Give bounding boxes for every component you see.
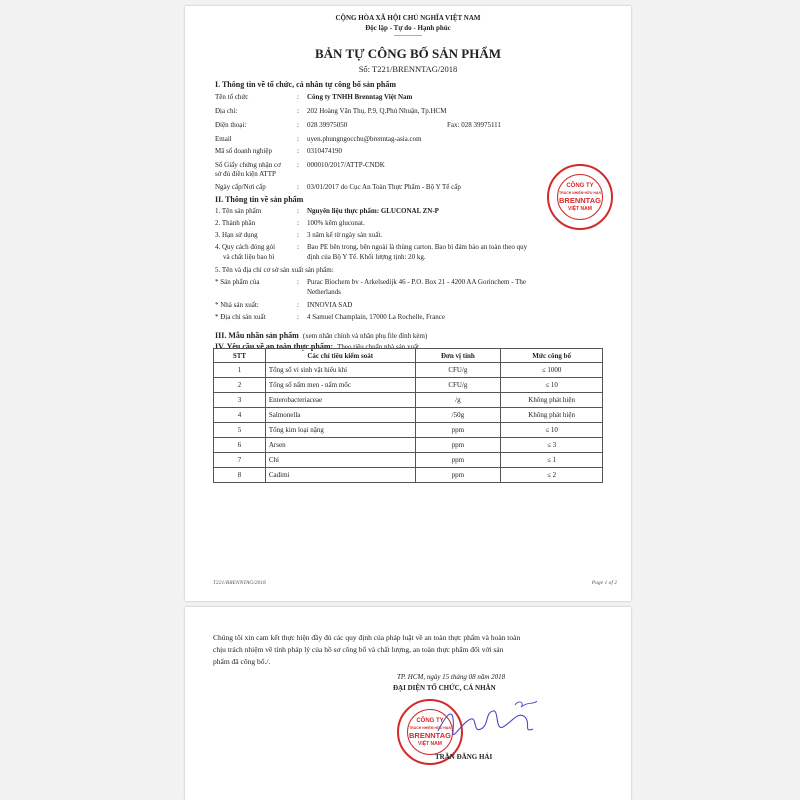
- handwritten-signature: [433, 691, 543, 751]
- stamp-brand: BRENNTAG: [409, 731, 451, 740]
- field-label: Email: [215, 135, 232, 143]
- cell-criteria: Tổng số vi sinh vật hiếu khí: [265, 363, 415, 378]
- cell-criteria: Cadimi: [265, 468, 415, 483]
- divider: --------------: [394, 33, 422, 39]
- company-stamp: [547, 164, 613, 230]
- shelf-life: 3 năm kể từ ngày sản xuất.: [307, 231, 383, 239]
- certificate-number: 000010/2017/ATTP-CNDK: [307, 161, 385, 169]
- cell-unit: ppm: [415, 423, 501, 438]
- document-number: Số: T221/BRENNTAG/2018: [358, 64, 458, 74]
- cell-level: Không phát hiện: [501, 393, 603, 408]
- manufacturer-source-line2: Netherlands: [307, 288, 341, 296]
- cell-unit: ppm: [415, 438, 501, 453]
- section2-heading: II. Thông tin về sản phẩm: [215, 195, 304, 204]
- nation-header: CỘNG HÒA XÃ HỘI CHỦ NGHĨA VIỆT NAM: [335, 14, 481, 22]
- field-label: Số Giấy chứng nhận cơ: [215, 161, 281, 169]
- production-address: 4 Samuel Champlain, 17000 La Rochelle, France: [307, 313, 446, 321]
- cell-unit: CFU/g: [415, 378, 501, 393]
- cell-unit: CFU/g: [415, 363, 501, 378]
- cell-criteria: Chì: [265, 453, 415, 468]
- fax: Fax: 028 39975111: [447, 121, 501, 129]
- table-row: [214, 423, 603, 438]
- item-label-line2: và chất liệu bao bì: [223, 253, 275, 261]
- cell-criteria: Tổng số nấm men - nấm mốc: [265, 378, 415, 393]
- email: uyen.phungngocchu@brenntag-asia.com: [307, 135, 422, 143]
- field-label: Mã số doanh nghiệp: [215, 147, 272, 155]
- stamp-type: TRÁCH NHIỆM HỮU HẠN: [559, 191, 601, 195]
- document-page-1: [185, 6, 631, 601]
- colon: :: [297, 161, 299, 169]
- item-label: 2. Thành phần: [215, 219, 256, 227]
- colon: :: [297, 207, 299, 215]
- table-row: [214, 453, 603, 468]
- table-row: [214, 468, 603, 483]
- cell-level: ≤ 2: [501, 468, 603, 483]
- cell-level: ≤ 1000: [501, 363, 603, 378]
- field-label: Tên tổ chức: [215, 93, 249, 101]
- field-label: Địa chỉ:: [215, 107, 238, 115]
- stamp-company: CÔNG TY: [566, 183, 594, 189]
- colon: :: [297, 219, 299, 227]
- commitment-line1: Chúng tôi xin cam kết thực hiện đầy đủ các quy định của pháp luật về an toàn thực phẩm và hoàn toàn: [213, 633, 521, 642]
- field-label: Ngày cấp/Nơi cấp: [215, 183, 266, 191]
- colon: :: [297, 93, 299, 101]
- header-criteria: Các chỉ tiêu kiểm soát: [265, 349, 415, 363]
- origin-label: * Nhà sản xuất:: [215, 301, 259, 309]
- cell-stt: 5: [214, 423, 266, 438]
- header-stt: STT: [214, 349, 266, 363]
- colon: :: [297, 313, 299, 321]
- cell-level: ≤ 10: [501, 378, 603, 393]
- item-label: 1. Tên sản phẩm: [215, 207, 262, 215]
- origin-label: * Địa chỉ sản xuất: [215, 313, 266, 321]
- footer-ref: T221/BRENNTAG/2018: [213, 580, 266, 586]
- signer-name: TRẦN ĐĂNG HẢI: [435, 753, 493, 761]
- section3-heading: III. Mẫu nhãn sản phẩm: [215, 331, 299, 340]
- cell-stt: 4: [214, 408, 266, 423]
- cell-level: ≤ 1: [501, 453, 603, 468]
- origin-heading: 5. Tên và địa chỉ cơ sở sản xuất sản phẩm:: [215, 266, 334, 274]
- colon: :: [297, 231, 299, 239]
- document-page-2: [185, 607, 631, 800]
- representative-title: ĐẠI DIỆN TỔ CHỨC, CÁ NHÂN: [393, 684, 496, 692]
- colon: :: [297, 243, 299, 251]
- stamp-brand: BRENNTAG: [559, 196, 601, 205]
- table-row: [214, 438, 603, 453]
- cell-stt: 1: [214, 363, 266, 378]
- colon: :: [297, 301, 299, 309]
- cell-unit: ppm: [415, 468, 501, 483]
- cell-unit: /50g: [415, 408, 501, 423]
- table-header-row: [214, 349, 603, 363]
- field-label: Điện thoại:: [215, 121, 247, 129]
- section1-heading: I. Thông tin về tổ chức, cá nhân tự công bố sản phẩm: [215, 80, 397, 89]
- document-title: BẢN TỰ CÔNG BỐ SẢN PHẨM: [315, 46, 501, 61]
- company-name: Công ty TNHH Brenntag Việt Nam: [307, 93, 413, 101]
- colon: :: [297, 183, 299, 191]
- cell-level: Không phát hiện: [501, 408, 603, 423]
- address: 202 Hoàng Văn Thụ, P.9, Q.Phú Nhuận, Tp.HCM: [307, 107, 447, 115]
- section4-heading: IV. Yêu cầu về an toàn thực phẩm:: [215, 342, 334, 351]
- cell-level: ≤ 10: [501, 423, 603, 438]
- cell-unit: ppm: [415, 453, 501, 468]
- manufacturer-source: Purac Biochem bv - Arkelsedijk 46 - P.O. Box 21 - 4200 AA Gorinchem - The: [307, 278, 526, 286]
- header-unit: Đơn vị tính: [415, 349, 501, 363]
- cell-criteria: Salmonella: [265, 408, 415, 423]
- colon: :: [297, 147, 299, 155]
- issue-info: 03/01/2017 do Cục An Toàn Thực Phẩm - Bộ Y Tế cấp: [307, 183, 461, 191]
- cell-stt: 2: [214, 378, 266, 393]
- motto: Độc lập - Tự do - Hạnh phúc: [365, 24, 451, 32]
- colon: :: [297, 121, 299, 129]
- table-row: [214, 393, 603, 408]
- stamp-type: TRÁCH NHIỆM HỮU HẠN: [409, 726, 451, 730]
- commitment-line3: phẩm đã công bố./.: [213, 657, 271, 666]
- field-label-line2: sở đủ điều kiện ATTP: [215, 170, 276, 178]
- section4-note: Theo tiêu chuẩn nhà sản xuất: [337, 343, 419, 351]
- cell-stt: 7: [214, 453, 266, 468]
- packaging: Bao PE bên trong, bên ngoài là thùng carton. Bao bì đảm bảo an toàn theo quy: [307, 243, 528, 251]
- table-row: [214, 378, 603, 393]
- cell-stt: 6: [214, 438, 266, 453]
- stamp-company: CÔNG TY: [416, 718, 444, 724]
- business-code: 0310474190: [307, 147, 342, 155]
- cell-stt: 3: [214, 393, 266, 408]
- item-label: 4. Quy cách đóng gói: [215, 243, 276, 251]
- cell-stt: 8: [214, 468, 266, 483]
- page-number: Page 1 of 2: [591, 580, 617, 586]
- item-label: 3. Hạn sử dụng: [215, 231, 258, 239]
- packaging-line2: định của Bộ Y Tế. Khối lượng tịnh: 20 kg.: [307, 253, 426, 261]
- colon: :: [297, 278, 299, 286]
- cell-criteria: Arsen: [265, 438, 415, 453]
- producer: INNOVIA SAD: [307, 301, 353, 309]
- stamp-country: VIỆT NAM: [568, 206, 592, 212]
- origin-label: * Sản phẩm của: [215, 278, 260, 286]
- cell-level: ≤ 3: [501, 438, 603, 453]
- composition: 100% kẽm gluconat.: [307, 219, 365, 227]
- colon: :: [297, 135, 299, 143]
- header-level: Mức công bố: [501, 349, 603, 363]
- phone: 028 39975050: [307, 121, 348, 129]
- sign-date: TP. HCM, ngày 15 tháng 08 năm 2018: [397, 673, 506, 681]
- cell-unit: /g: [415, 393, 501, 408]
- product-name: Nguyên liệu thực phẩm: GLUCONAL ZN-P: [307, 207, 439, 215]
- table-row: [214, 363, 603, 378]
- section3-note: (xem nhãn chính và nhãn phụ file đính kèm): [302, 332, 428, 340]
- table-row: [214, 408, 603, 423]
- stamp-country: VIỆT NAM: [418, 741, 442, 747]
- colon: :: [297, 107, 299, 115]
- cell-criteria: Enterobacteriaceae: [265, 393, 415, 408]
- cell-criteria: Tổng kim loại nặng: [265, 423, 415, 438]
- safety-requirements-table: [213, 348, 603, 483]
- commitment-line2: chịu trách nhiệm về tính pháp lý của hồ sơ công bố và chất lượng, an toàn thực phẩm đối với sản: [213, 645, 504, 654]
